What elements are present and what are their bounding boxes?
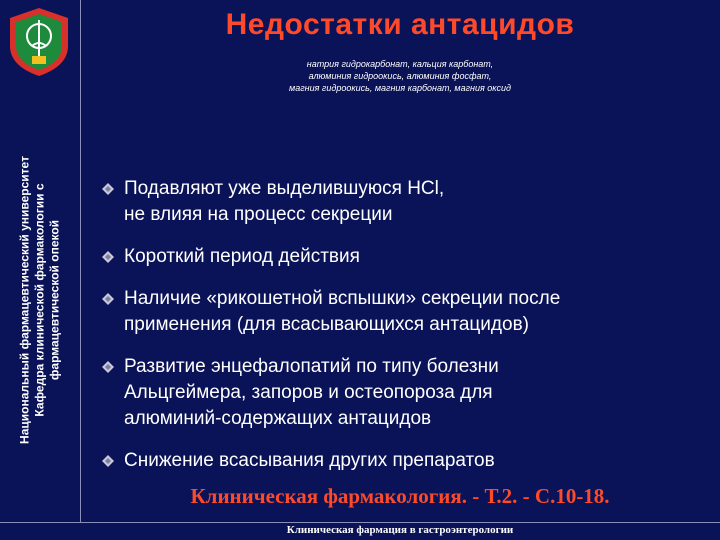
bullet-line: не влияя на процесс секреции <box>124 204 393 225</box>
bullet-list <box>100 176 700 490</box>
sidebar <box>0 0 81 522</box>
slide-title: Недостатки антацидов <box>225 8 575 41</box>
citation: Клиническая фармакология. - Т.2. - С.10-18. <box>190 484 610 508</box>
university-line-1: Национальный фармацевтический университет <box>17 156 32 444</box>
bullet-item <box>100 354 700 432</box>
footer-divider <box>0 522 720 523</box>
university-line-3: фармацевтической опекой <box>47 219 62 381</box>
footer-text: Клиническая фармация в гастроэнтерологии <box>286 524 514 536</box>
bullet-line: Короткий период действия <box>124 246 360 267</box>
diamond-bullet-icon <box>102 361 114 373</box>
subtitle-line: натрия гидрокарбонат, кальция карбонат, <box>306 59 494 69</box>
university-name <box>18 140 63 460</box>
subtitle-line: магния гидроокись, магния карбонат, магния оксид <box>289 83 511 93</box>
slide-subtitle <box>80 58 720 94</box>
university-emblem-icon <box>6 6 72 78</box>
bullet-line: алюминий-содержащих антацидов <box>124 408 432 429</box>
diamond-bullet-icon <box>102 183 114 195</box>
bullet-line: Развитие энцефалопатий по типу болезни <box>124 356 499 377</box>
diamond-bullet-icon <box>102 293 114 305</box>
bullet-line: применения (для всасывающихся антацидов) <box>124 314 529 335</box>
bullet-item <box>100 244 700 270</box>
bullet-item <box>100 448 700 474</box>
diamond-bullet-icon <box>102 251 114 263</box>
bullet-line: Подавляют уже выделившуюся HCl, <box>124 178 445 199</box>
bullet-line: Снижение всасывания других препаратов <box>124 450 495 471</box>
bullet-line: Наличие «рикошетной вспышки» секреции после <box>124 288 561 309</box>
diamond-bullet-icon <box>102 455 114 467</box>
bullet-item <box>100 286 700 338</box>
bullet-item <box>100 176 700 228</box>
subtitle-line: алюминия гидроокись, алюминия фосфат, <box>308 71 492 81</box>
bullet-line: Альцгеймера, запоров и остеопороза для <box>124 382 493 403</box>
university-line-2: Кафедра клинической фармакологии с <box>32 183 47 417</box>
